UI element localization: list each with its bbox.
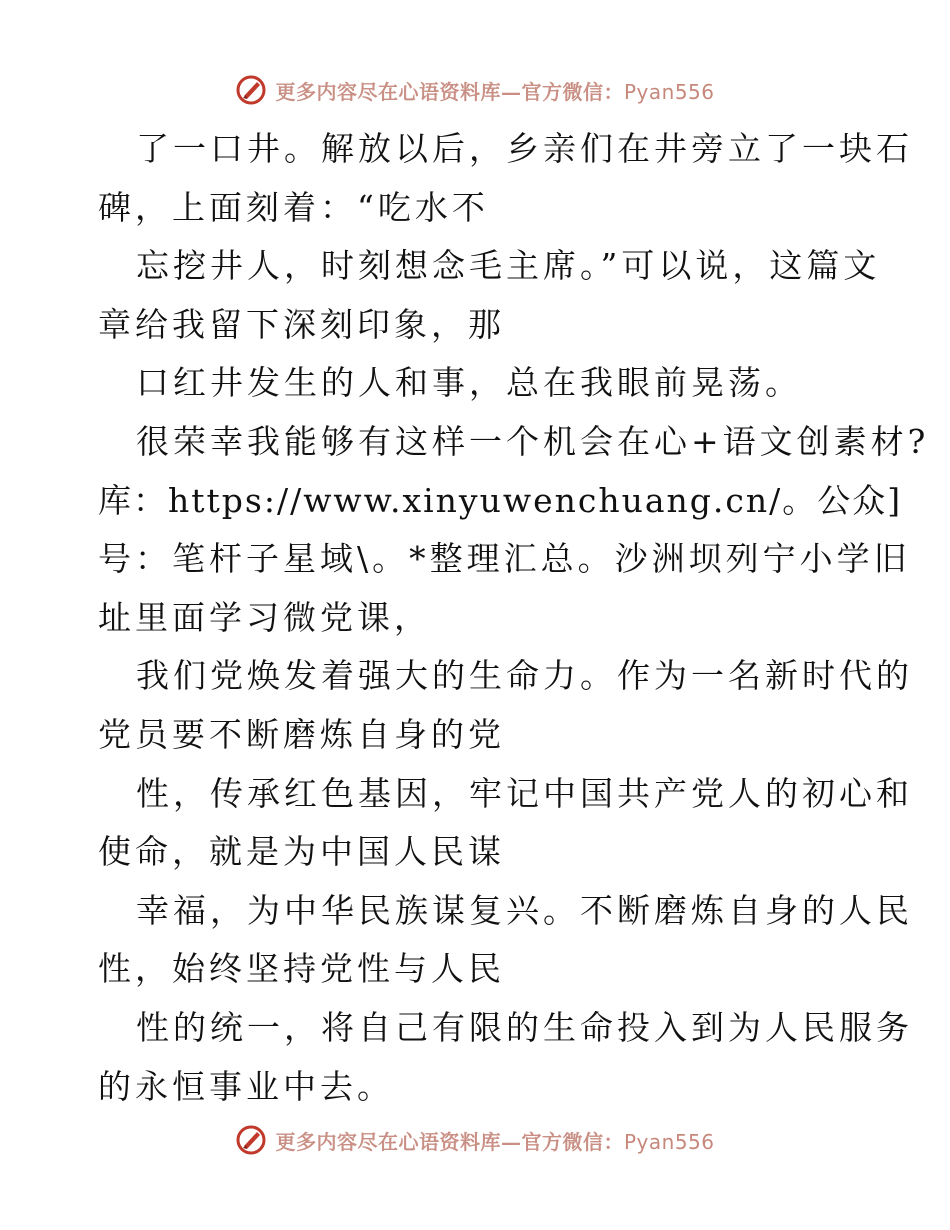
footer-banner <box>0 1120 950 1160</box>
document-body <box>98 120 930 1116</box>
body-line-17: 的永恒事业中去。 <box>98 1066 394 1106</box>
header-banner-text: 更多内容尽在心语资料库—官方微信：Pyan556 <box>275 79 715 104</box>
body-line-4: 章给我留下深刻印象，那 <box>98 304 505 344</box>
body-line-10: 我们党焕发着强大的生命力。作为一名新时代的 <box>136 656 913 696</box>
brush-logo-icon <box>235 1124 267 1156</box>
body-line-8: 号：笔杆子星域\。*整理汇总。沙洲坝列宁小学旧 <box>98 539 911 579</box>
footer-wechat-id: Pyan556 <box>623 1129 715 1154</box>
body-line-15: 性，始终坚持党性与人民 <box>98 949 505 989</box>
header-banner <box>0 70 950 110</box>
body-line-6: 很荣幸我能够有这样一个机会在心+语文创素材? <box>136 421 930 461</box>
body-line-2: 碑，上面刻着：“吃水不 <box>98 187 489 227</box>
body-line-3: 忘挖井人，时刻想念毛主席。”可以说，这篇文 <box>136 246 881 286</box>
body-line-12: 性，传承红色基因，牢记中国共产党人的初心和 <box>136 773 913 813</box>
body-line-7: 库：https://www.xinyuwenchuang.cn/。公众] <box>98 480 903 520</box>
body-line-9: 址里面学习微党课， <box>98 597 431 637</box>
body-line-14: 幸福，为中华民族谋复兴。不断磨炼自身的人民 <box>136 890 913 930</box>
body-line-13: 使命，就是为中国人民谋 <box>98 832 505 872</box>
body-line-16: 性的统一，将自己有限的生命投入到为人民服务 <box>136 1007 913 1047</box>
footer-banner-text: 更多内容尽在心语资料库—官方微信：Pyan556 <box>275 1129 715 1154</box>
header-wechat-id: Pyan556 <box>623 79 715 104</box>
body-line-1: 了一口井。解放以后，乡亲们在井旁立了一块石 <box>136 129 913 168</box>
body-line-5: 口红井发生的人和事，总在我眼前晃荡。 <box>136 363 802 403</box>
brush-logo-icon <box>235 74 267 106</box>
body-line-11: 党员要不断磨炼自身的党 <box>98 714 505 754</box>
